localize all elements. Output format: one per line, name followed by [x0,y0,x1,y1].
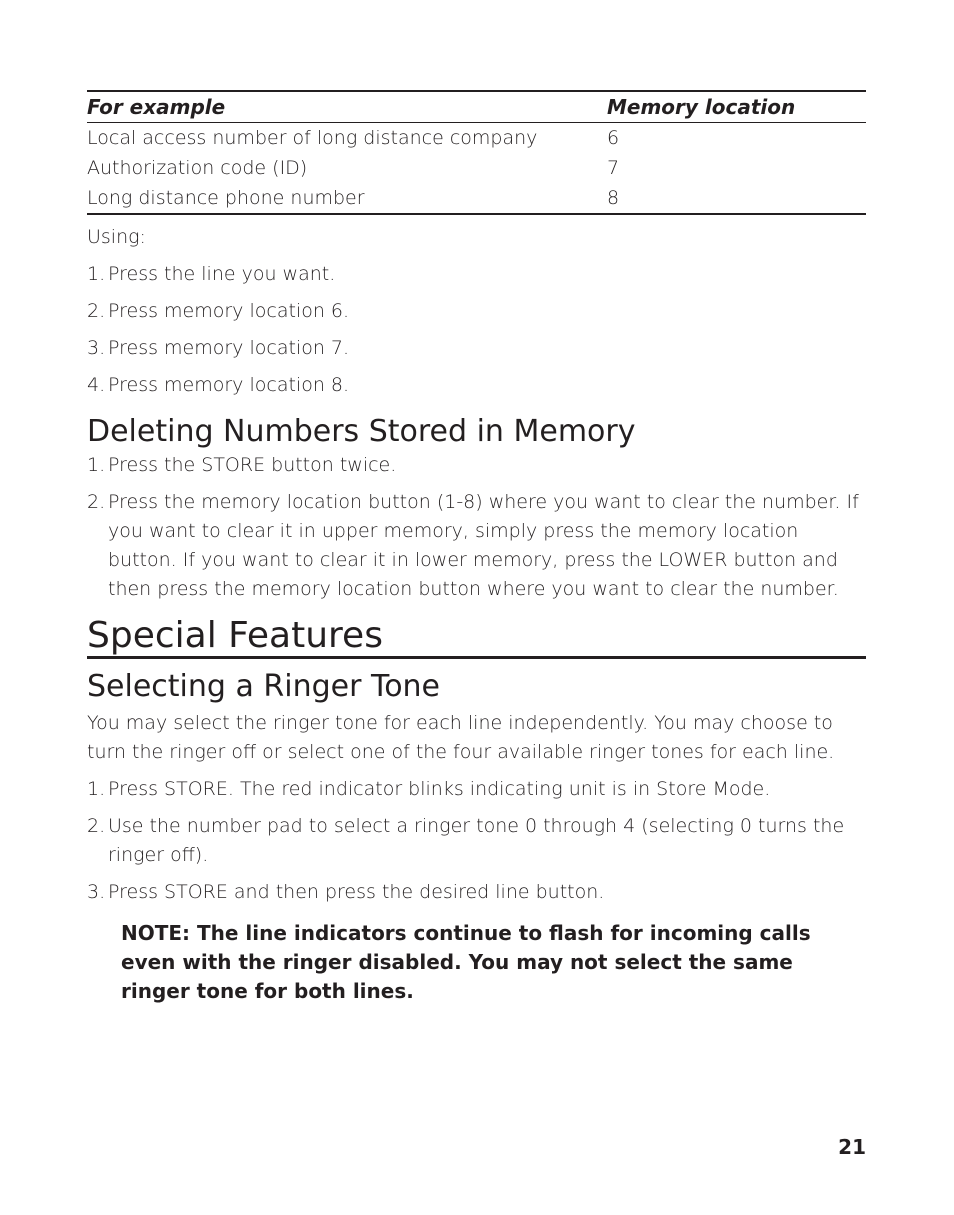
table-row [87,183,866,214]
ringer-tone-heading: Selecting a Ringer Tone [87,669,441,704]
step-text: Press memory location 7. [108,337,350,359]
list-item [87,451,866,480]
table-row [87,153,866,183]
step-text: Press the memory location button (1-8) where you want to clear the number. If you want to clear it in upper memory, simply press the memory location button. If you want to clear it in lower memory, press the LOWER button and then press the memory location button where you want to clear the number. [108,491,859,600]
table-cell: 8 [607,183,866,214]
list-item [87,812,866,870]
table-row [87,123,866,154]
table-cell: 6 [607,127,620,149]
step-number: 3. [87,337,106,359]
list-item [87,260,866,289]
header-memory-location: Memory location [607,91,866,123]
step-number: 2. [87,815,106,837]
step-number: 2. [87,491,106,513]
list-item [87,878,866,907]
list-item [87,297,866,326]
table-header-row [87,91,866,123]
list-item [87,488,866,604]
step-number: 2. [87,300,106,322]
memory-example-table [87,90,866,215]
note-text: NOTE: The line indicators continue to flash for incoming calls even with the ringer disabled. You may not select the same ringer tone for both lines. [121,921,811,1003]
list-item [87,334,866,363]
header-for-example: For example [87,91,607,123]
table-cell: Local access number of long distance company [87,127,538,149]
list-item [87,371,866,400]
special-features-heading: Special Features [87,616,866,659]
step-text: Press the STORE button twice. [108,454,397,476]
step-number: 1. [87,778,106,800]
using-label: Using: [87,226,146,248]
page-number: 21 [838,1135,866,1159]
using-steps-list [87,260,866,400]
deleting-steps-list [87,451,866,604]
step-number: 1. [87,263,106,285]
step-number: 4. [87,374,106,396]
ringer-intro: You may select the ringer tone for each line independently. You may choose to turn the ringer off or select one of the four available ringer tones for each line. [87,712,835,763]
list-item [87,775,866,804]
page-content [87,90,866,1006]
step-number: 3. [87,881,106,903]
step-text: Press STORE and then press the desired line button. [108,881,605,903]
step-text: Press memory location 6. [108,300,350,322]
ringer-steps-list [87,775,866,907]
step-text: Use the number pad to select a ringer tone 0 through 4 (selecting 0 turns the ringer off). [108,815,845,866]
step-number: 1. [87,454,106,476]
step-text: Press memory location 8. [108,374,350,396]
table-cell: Long distance phone number [87,183,607,214]
deleting-heading: Deleting Numbers Stored in Memory [87,414,636,449]
table-cell: 7 [607,157,620,179]
step-text: Press the line you want. [108,263,336,285]
table-cell: Authorization code (ID) [87,157,308,179]
step-text: Press STORE. The red indicator blinks indicating unit is in Store Mode. [108,778,771,800]
